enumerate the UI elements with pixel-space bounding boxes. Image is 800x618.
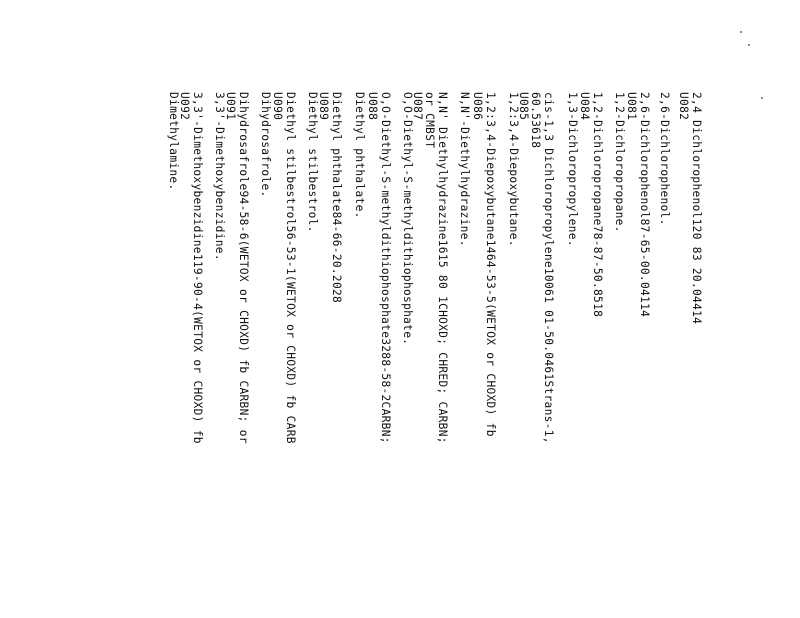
document-entry — [411, 92, 449, 444]
document-entry — [517, 92, 555, 444]
document-entry — [353, 92, 366, 219]
entry-line-1: N,N'-Diethylhydrazine. — [458, 92, 471, 247]
document-entry — [677, 92, 702, 324]
entry-line-2: U081 — [625, 92, 639, 121]
entry-line-2: U091 — [224, 92, 238, 121]
document-entry — [658, 92, 671, 226]
entry-line-1: 2,4 Dichlorophenol120 83 20.04414 — [690, 92, 703, 325]
entry-line-2: U092 — [178, 92, 192, 121]
document-entry — [213, 92, 226, 261]
document-entry — [167, 92, 180, 191]
document-entry — [401, 92, 414, 345]
entry-line-2: or CMBST — [423, 92, 437, 149]
entry-line-2: U084 — [578, 92, 592, 121]
entry-line-2: 60.53618 — [529, 92, 543, 149]
entry-line-1: 2,6-Dichlorophenol. — [658, 92, 671, 226]
document-entry — [566, 92, 579, 247]
entry-line-1: Diethyl stilbestrol. — [306, 92, 319, 233]
entry-line-1: Dimethylamine. — [167, 92, 180, 191]
entry-line-1: O,O-Diethyl-S-methyldithiophosphate. — [401, 92, 414, 346]
document-entry — [458, 92, 471, 247]
entry-line-3: U087 — [411, 92, 424, 121]
entry-line-1: 1,2-Dichloropropane. — [613, 92, 626, 233]
document-entry — [178, 92, 203, 444]
entry-line-1: 1,2-Dichloropropane78-87-50.8518 — [591, 92, 604, 318]
entry-line-1: N,N' Diethylhydrazine1615 80 1CHOXD; CHRED; CARBN; — [436, 92, 449, 444]
entry-line-3: U085 — [517, 92, 530, 121]
entry-line-2: U088 — [366, 92, 380, 121]
entry-line-1: 3,3'-Dimethoxybenzidine. — [213, 92, 226, 261]
entry-line-1: Dihydrosafrole. — [259, 92, 272, 198]
document-entry — [366, 92, 391, 444]
document-entry — [471, 92, 496, 437]
entry-line-2: U089 — [317, 92, 331, 121]
document-entry — [317, 92, 342, 303]
document-entry — [613, 92, 626, 233]
entry-line-1: cis-1,3 Dichloropropylene10061 01-50.0461Strans-1, — [542, 92, 555, 444]
entry-line-1: 3,3'-Dimethoxybenzidine119-90-4(WETOX or CHOXD) fb — [191, 92, 204, 444]
entry-line-1: 1,2:3,4-Diepoxybutane1464-53-5(WETOX or CHOXD) fb — [484, 92, 497, 437]
document-entry — [271, 92, 296, 444]
entry-line-1: 1,2:3,4-Diepoxybutane. — [507, 92, 520, 247]
entry-line-1: Diethyl phthalate84-66-20.2028 — [330, 92, 343, 304]
document-entry — [306, 92, 319, 233]
document-entry — [259, 92, 272, 198]
entry-line-1: Dihydrosafrole94-58-6(WETOX or CHOXD) fb CARBN; or — [237, 92, 250, 444]
document-entry — [224, 92, 249, 444]
document-entry — [578, 92, 603, 317]
entry-line-1: 2,6-Dichlorophenol87-65-00.04114 — [638, 92, 651, 318]
entry-line-2: U082 — [677, 92, 691, 121]
entry-line-1: Diethyl phthalate. — [353, 92, 366, 219]
entry-line-2: U086 — [471, 92, 485, 121]
document-entry — [507, 92, 520, 247]
entry-line-1: Diethyl stilbestrol56-53-1(WETOX or CHOXD) fb CARB — [284, 92, 297, 444]
document-entry — [625, 92, 650, 317]
entry-line-1: 1,3-Dichloropropylene. — [566, 92, 579, 247]
entry-line-1: O,O-Diethyl-S-methyldithiophosphate3288-58-2CARBN; — [379, 92, 392, 444]
entry-line-2: U090 — [271, 92, 285, 121]
